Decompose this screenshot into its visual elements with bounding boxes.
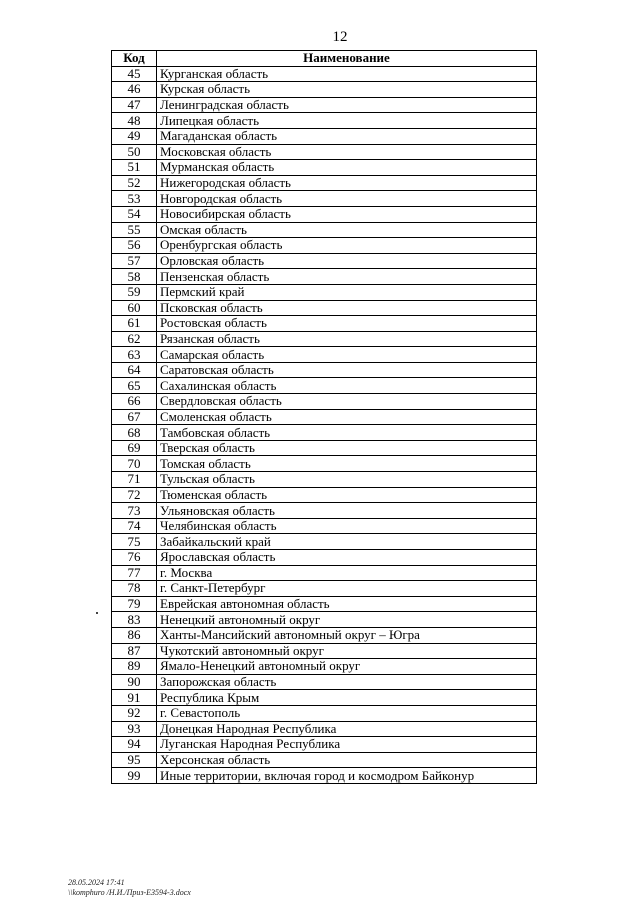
- table-row: [112, 269, 537, 285]
- table-row: [112, 487, 537, 503]
- table-row: [112, 160, 537, 176]
- table-row: [112, 643, 537, 659]
- table-row: [112, 284, 537, 300]
- region-code: 72: [112, 487, 157, 503]
- region-code: 52: [112, 175, 157, 191]
- region-code: 79: [112, 596, 157, 612]
- region-name: Еврейская автономная область: [157, 596, 537, 612]
- table-row: [112, 191, 537, 207]
- table-row: [112, 737, 537, 753]
- region-name: Мурманская область: [157, 160, 537, 176]
- region-name: Республика Крым: [157, 690, 537, 706]
- table-row: [112, 659, 537, 675]
- table-row: [112, 97, 537, 113]
- region-name: Ярославская область: [157, 550, 537, 566]
- region-name: Челябинская область: [157, 518, 537, 534]
- region-code: 48: [112, 113, 157, 129]
- table-row: [112, 316, 537, 332]
- region-code: 83: [112, 612, 157, 628]
- table-row: [112, 409, 537, 425]
- table-row: [112, 253, 537, 269]
- region-name: Ленинградская область: [157, 97, 537, 113]
- region-name: Забайкальский край: [157, 534, 537, 550]
- table-row: [112, 581, 537, 597]
- region-name: Псковская область: [157, 300, 537, 316]
- region-code: 69: [112, 440, 157, 456]
- table-body: [112, 66, 537, 783]
- table-row: [112, 347, 537, 363]
- region-code: 75: [112, 534, 157, 550]
- table-row: [112, 144, 537, 160]
- region-code: 51: [112, 160, 157, 176]
- table-row: [112, 331, 537, 347]
- region-code: 59: [112, 284, 157, 300]
- region-name: Курганская область: [157, 66, 537, 82]
- region-name: Херсонская область: [157, 752, 537, 768]
- region-code: 53: [112, 191, 157, 207]
- region-code: 65: [112, 378, 157, 394]
- table-row: [112, 472, 537, 488]
- region-name: Рязанская область: [157, 331, 537, 347]
- table-row: [112, 550, 537, 566]
- region-name: Тульская область: [157, 472, 537, 488]
- region-name: Тверская область: [157, 440, 537, 456]
- table-row: [112, 425, 537, 441]
- region-name: Ямало-Ненецкий автономный округ: [157, 659, 537, 675]
- table-header-row: [112, 51, 537, 67]
- region-code: 89: [112, 659, 157, 675]
- region-code: 62: [112, 331, 157, 347]
- region-code: 76: [112, 550, 157, 566]
- region-code: 86: [112, 627, 157, 643]
- region-code: 90: [112, 674, 157, 690]
- table-row: [112, 378, 537, 394]
- region-name: г. Санкт-Петербург: [157, 581, 537, 597]
- region-name: Чукотский автономный округ: [157, 643, 537, 659]
- region-name: Самарская область: [157, 347, 537, 363]
- table-row: [112, 565, 537, 581]
- region-name: Иные территории, включая город и космодром Байконур: [157, 768, 537, 784]
- region-name: Запорожская область: [157, 674, 537, 690]
- table-row: [112, 534, 537, 550]
- scan-speck: [96, 612, 98, 614]
- table-row: [112, 596, 537, 612]
- table-row: [112, 456, 537, 472]
- table-row: [112, 66, 537, 82]
- table-row: [112, 128, 537, 144]
- region-code: 94: [112, 737, 157, 753]
- region-code: 50: [112, 144, 157, 160]
- region-name: Омская область: [157, 222, 537, 238]
- table-row: [112, 518, 537, 534]
- region-code: 77: [112, 565, 157, 581]
- region-code: 87: [112, 643, 157, 659]
- region-code: 67: [112, 409, 157, 425]
- region-name: Курская область: [157, 82, 537, 98]
- region-name: Ростовская область: [157, 316, 537, 332]
- table-row: [112, 752, 537, 768]
- header-name: Наименование: [157, 51, 537, 67]
- region-code: 71: [112, 472, 157, 488]
- table-row: [112, 440, 537, 456]
- table-row: [112, 113, 537, 129]
- region-name: Саратовская область: [157, 362, 537, 378]
- region-code: 74: [112, 518, 157, 534]
- region-name: Свердловская область: [157, 394, 537, 410]
- region-code: 46: [112, 82, 157, 98]
- header-code: Код: [112, 51, 157, 67]
- region-code: 54: [112, 206, 157, 222]
- table-row: [112, 222, 537, 238]
- region-code: 68: [112, 425, 157, 441]
- region-name: Томская область: [157, 456, 537, 472]
- region-name: Тамбовская область: [157, 425, 537, 441]
- region-code: 99: [112, 768, 157, 784]
- region-name: Оренбургская область: [157, 238, 537, 254]
- region-code: 63: [112, 347, 157, 363]
- region-code: 61: [112, 316, 157, 332]
- region-name: Смоленская область: [157, 409, 537, 425]
- table-row: [112, 612, 537, 628]
- table-row: [112, 503, 537, 519]
- region-name: Пензенская область: [157, 269, 537, 285]
- region-name: Донецкая Народная Республика: [157, 721, 537, 737]
- table-row: [112, 627, 537, 643]
- region-code: 58: [112, 269, 157, 285]
- table-row: [112, 175, 537, 191]
- region-code: 56: [112, 238, 157, 254]
- footer-timestamp: 28.05.2024 17:41: [68, 878, 125, 887]
- region-code: 93: [112, 721, 157, 737]
- region-name: Ульяновская область: [157, 503, 537, 519]
- region-name: Нижегородская область: [157, 175, 537, 191]
- region-code: 49: [112, 128, 157, 144]
- table-row: [112, 238, 537, 254]
- region-code: 60: [112, 300, 157, 316]
- table-row: [112, 721, 537, 737]
- table-row: [112, 394, 537, 410]
- region-name: Луганская Народная Республика: [157, 737, 537, 753]
- region-name: Новосибирская область: [157, 206, 537, 222]
- region-name: Магаданская область: [157, 128, 537, 144]
- table-row: [112, 300, 537, 316]
- footer-file-path: \\komphuro /Н.И./Приз-E3594-3.docx: [68, 888, 191, 897]
- region-name: Сахалинская область: [157, 378, 537, 394]
- region-code: 66: [112, 394, 157, 410]
- table-row: [112, 690, 537, 706]
- page-number: 12: [332, 29, 348, 45]
- region-code: 70: [112, 456, 157, 472]
- table-row: [112, 705, 537, 721]
- table-row: [112, 768, 537, 784]
- regions-table: [111, 50, 537, 784]
- region-code: 95: [112, 752, 157, 768]
- region-code: 64: [112, 362, 157, 378]
- region-code: 73: [112, 503, 157, 519]
- region-name: Московская область: [157, 144, 537, 160]
- region-name: Новгородская область: [157, 191, 537, 207]
- region-code: 91: [112, 690, 157, 706]
- region-code: 78: [112, 581, 157, 597]
- region-code: 57: [112, 253, 157, 269]
- region-code: 47: [112, 97, 157, 113]
- document-footer: [68, 878, 191, 898]
- table-row: [112, 206, 537, 222]
- region-code: 92: [112, 705, 157, 721]
- region-name: Тюменская область: [157, 487, 537, 503]
- region-name: Пермский край: [157, 284, 537, 300]
- region-name: Липецкая область: [157, 113, 537, 129]
- table-row: [112, 362, 537, 378]
- region-name: г. Москва: [157, 565, 537, 581]
- region-name: Ненецкий автономный округ: [157, 612, 537, 628]
- region-name: г. Севастополь: [157, 705, 537, 721]
- table-row: [112, 82, 537, 98]
- region-code: 55: [112, 222, 157, 238]
- region-name: Орловская область: [157, 253, 537, 269]
- region-name: Ханты-Мансийский автономный округ – Югра: [157, 627, 537, 643]
- region-code: 45: [112, 66, 157, 82]
- table-row: [112, 674, 537, 690]
